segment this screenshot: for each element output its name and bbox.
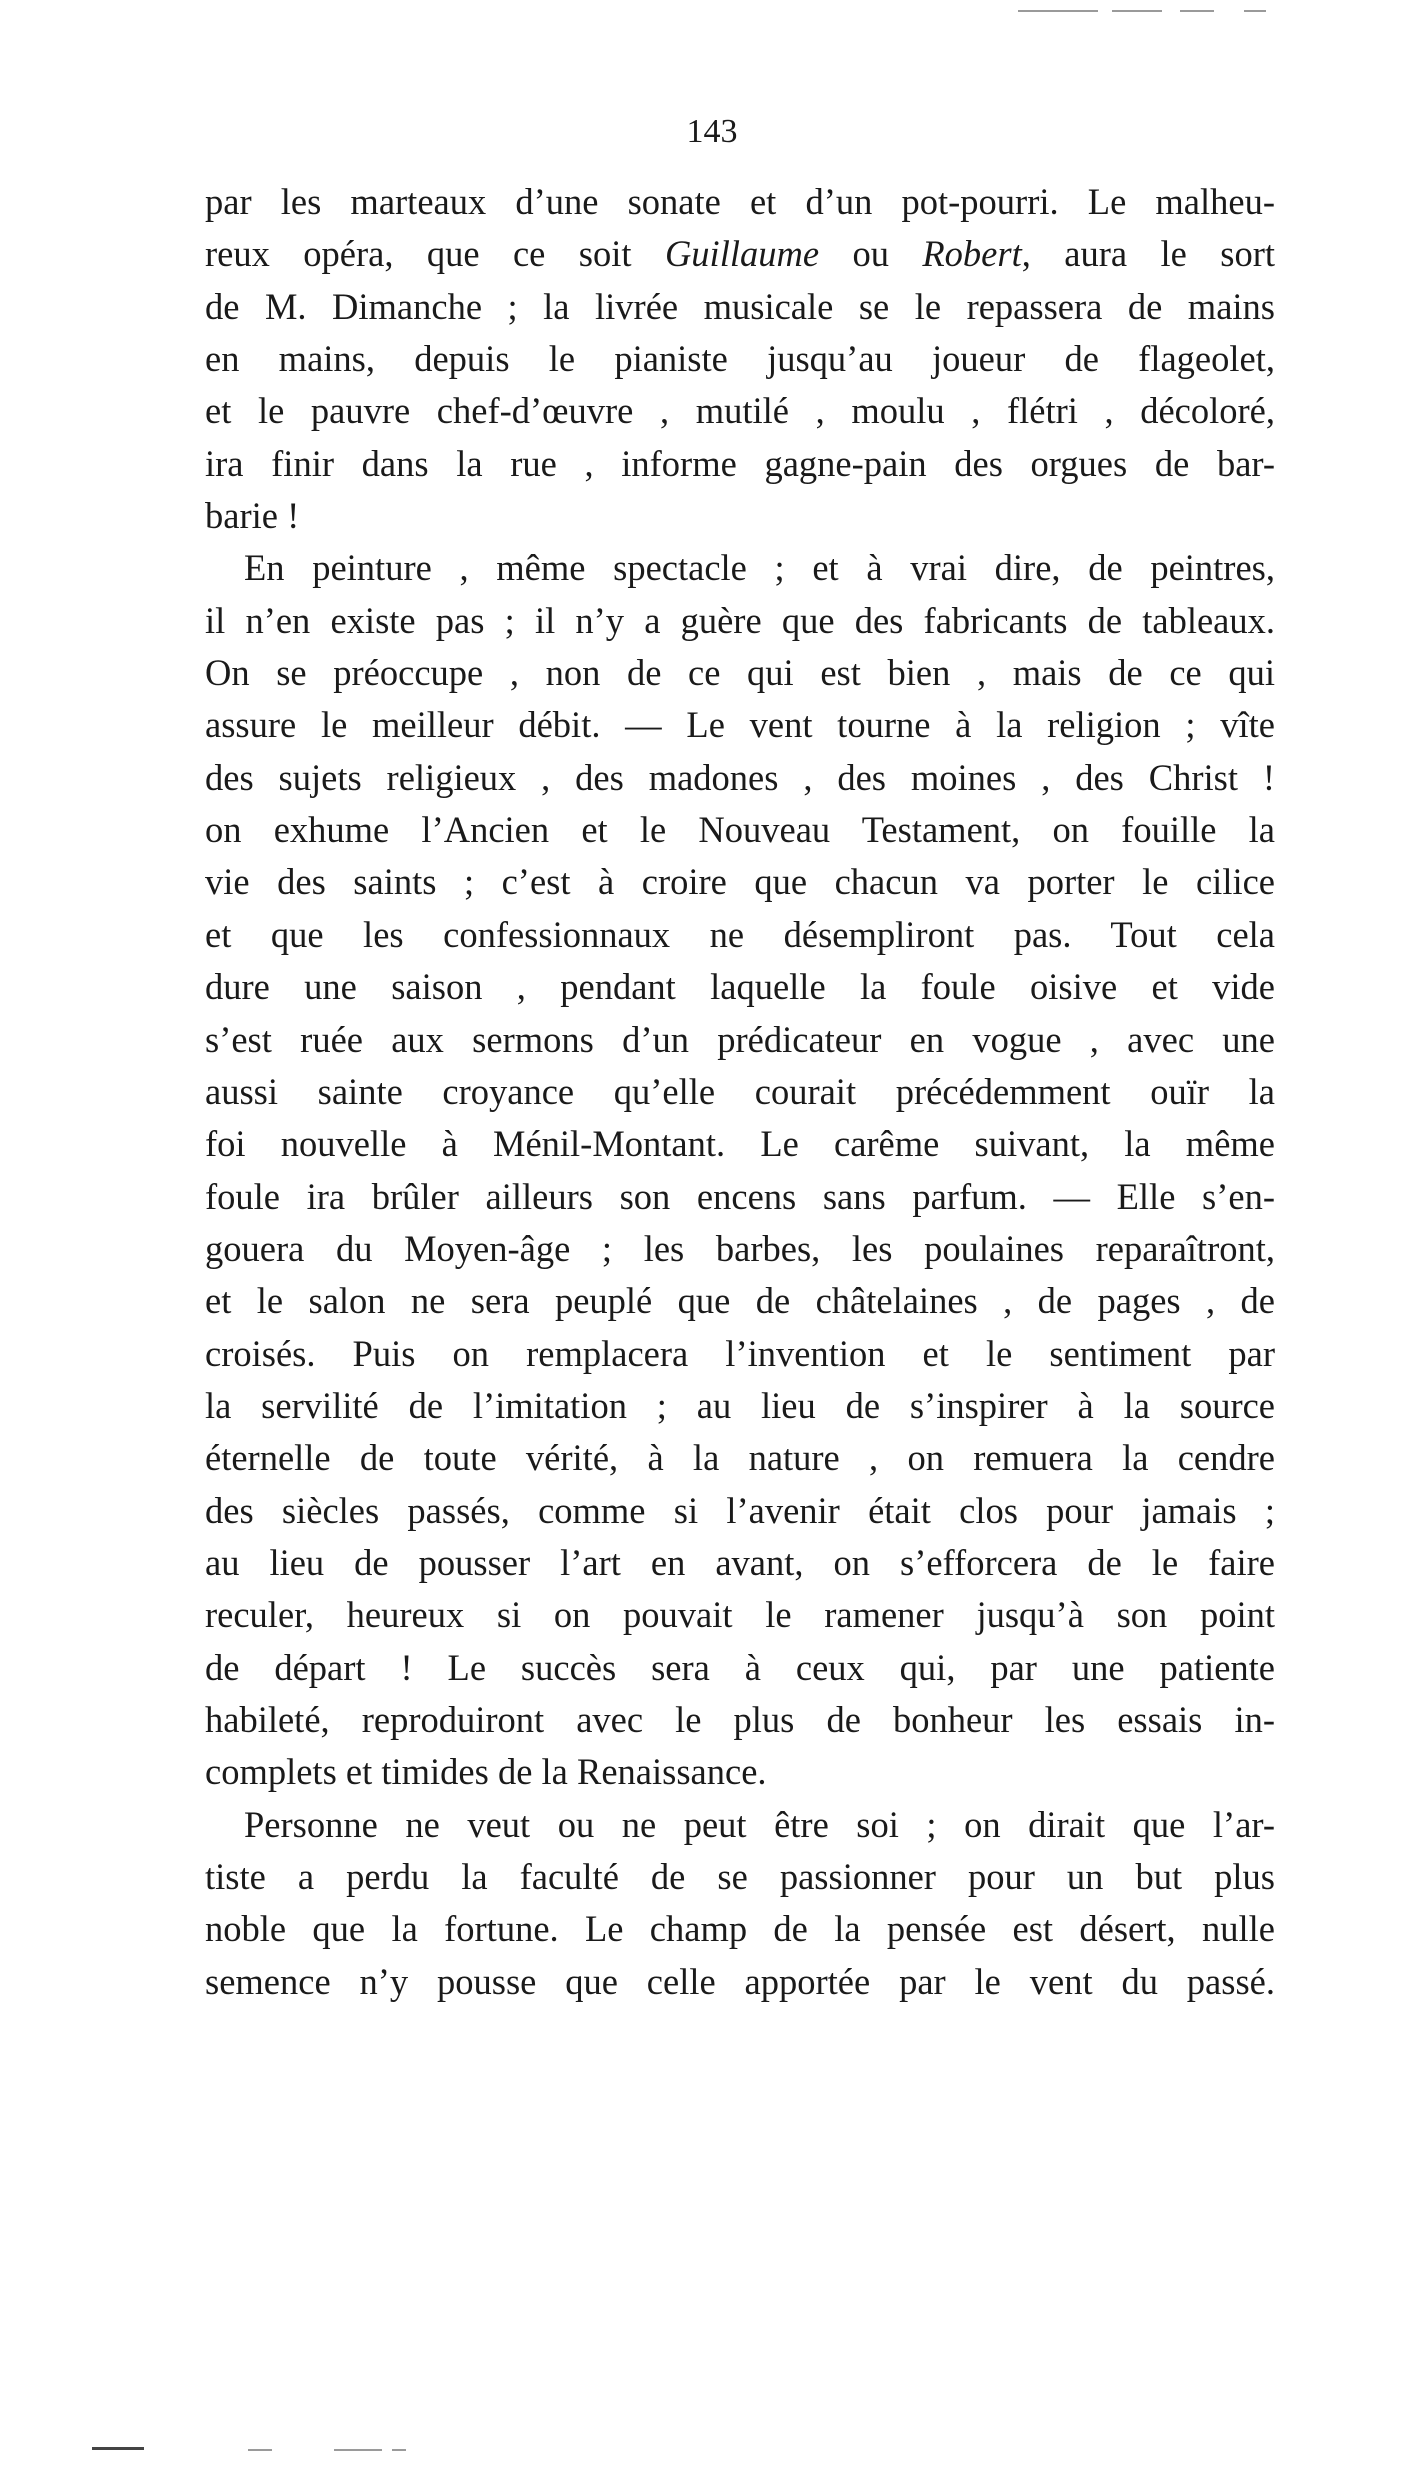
scan-artifact-bottom — [92, 2447, 144, 2450]
text-line: en mains, depuis le pianiste jusqu’au joueur de flageolet, — [205, 338, 1275, 380]
text-line: au lieu de pousser l’art en avant, on s’efforcera de le faire — [205, 1541, 1275, 1583]
text-line: la servilité de l’imitation ; au lieu de s’inspirer à la source — [205, 1384, 1275, 1426]
scan-artifact-top — [1112, 10, 1162, 12]
text-line: foi nouvelle à Ménil-Montant. Le carême suivant, la même — [205, 1123, 1275, 1165]
text-line: En peinture , même spectacle ; et à vrai dire, de peintres, — [244, 547, 1275, 589]
page-number: 143 — [686, 113, 738, 150]
text-line: foule ira brûler ailleurs son encens sans parfum. — Elle s’en- — [205, 1175, 1275, 1217]
scan-artifact-bottom — [334, 2449, 382, 2451]
text-line: reculer, heureux si on pouvait le ramener jusqu’à son point — [205, 1594, 1275, 1636]
scan-artifact-top — [1018, 10, 1098, 12]
text-line: assure le meilleur débit. — Le vent tourne à la religion ; vîte — [205, 704, 1275, 746]
text-line: de M. Dimanche ; la livrée musicale se le repassera de mains — [205, 285, 1275, 327]
text-line: par les marteaux d’une sonate et d’un pot-pourri. Le malheu- — [205, 181, 1275, 222]
text-line: habileté, reproduiront avec le plus de bonheur les essais in- — [205, 1698, 1275, 1740]
text-line: semence n’y pousse que celle apportée par le vent du passé. — [205, 1960, 1275, 2002]
text-line: gouera du Moyen-âge ; les barbes, les poulaines reparaîtront, — [205, 1227, 1275, 1269]
italic-title: Guillaume — [664, 233, 820, 275]
text-line: croisés. Puis on remplacera l’invention et le sentiment par — [205, 1332, 1275, 1374]
text-line: ira finir dans la rue , informe gagne-pain des orgues de bar- — [205, 442, 1275, 484]
scan-artifact-top — [1244, 10, 1266, 12]
scan-artifact-bottom — [248, 2449, 272, 2451]
text-line: complets et timides de la Renaissance. — [205, 1751, 767, 1793]
text-line: tiste a perdu la faculté de se passionner pour un but plus — [205, 1856, 1275, 1897]
text-line: barie ! — [205, 495, 300, 537]
text-line: et le salon ne sera peuplé que de châtelaines , de pages , de — [205, 1280, 1275, 1322]
text-line: éternelle de toute vérité, à la nature , on remuera la cendre — [205, 1437, 1275, 1479]
text-line: noble que la fortune. Le champ de la pensée est désert, nulle — [205, 1908, 1275, 1950]
text-line: aussi sainte croyance qu’elle courait précédemment ouïr la — [205, 1070, 1275, 1112]
text-line: et que les confessionnaux ne désempliront pas. Tout cela — [205, 913, 1275, 955]
body-text — [205, 176, 1275, 2008]
text-line: de départ ! Le succès sera à ceux qui, par une patiente — [205, 1646, 1275, 1688]
text-line: des sujets religieux , des madones , des moines , des Christ ! — [205, 756, 1275, 798]
text-line: vie des saints ; c’est à croire que chacun va porter le cilice — [205, 861, 1275, 903]
text-line: s’est ruée aux sermons d’un prédicateur en vogue , avec une — [205, 1018, 1275, 1060]
text-line: il n’en existe pas ; il n’y a guère que des fabricants de tableaux. — [205, 599, 1275, 641]
text-line: et le pauvre chef-d’œuvre , mutilé , moulu , flétri , décoloré, — [205, 390, 1275, 432]
scan-artifact-bottom — [392, 2449, 406, 2451]
scan-artifact-top — [1180, 10, 1214, 12]
text-line: dure une saison , pendant laquelle la foule oisive et vide — [205, 966, 1275, 1008]
text-line: On se préoccupe , non de ce qui est bien , mais de ce qui — [205, 652, 1275, 694]
text-line: des siècles passés, comme si l’avenir était clos pour jamais ; — [205, 1489, 1275, 1531]
text-line: Personne ne veut ou ne peut être soi ; on dirait que l’ar- — [244, 1803, 1275, 1845]
text-line: reux opéra, que ce soit Guillaume ou Robert, aura le sort — [205, 233, 1276, 275]
text-line: on exhume l’Ancien et le Nouveau Testament, on fouille la — [205, 809, 1275, 851]
italic-title: Robert — [922, 233, 1022, 275]
